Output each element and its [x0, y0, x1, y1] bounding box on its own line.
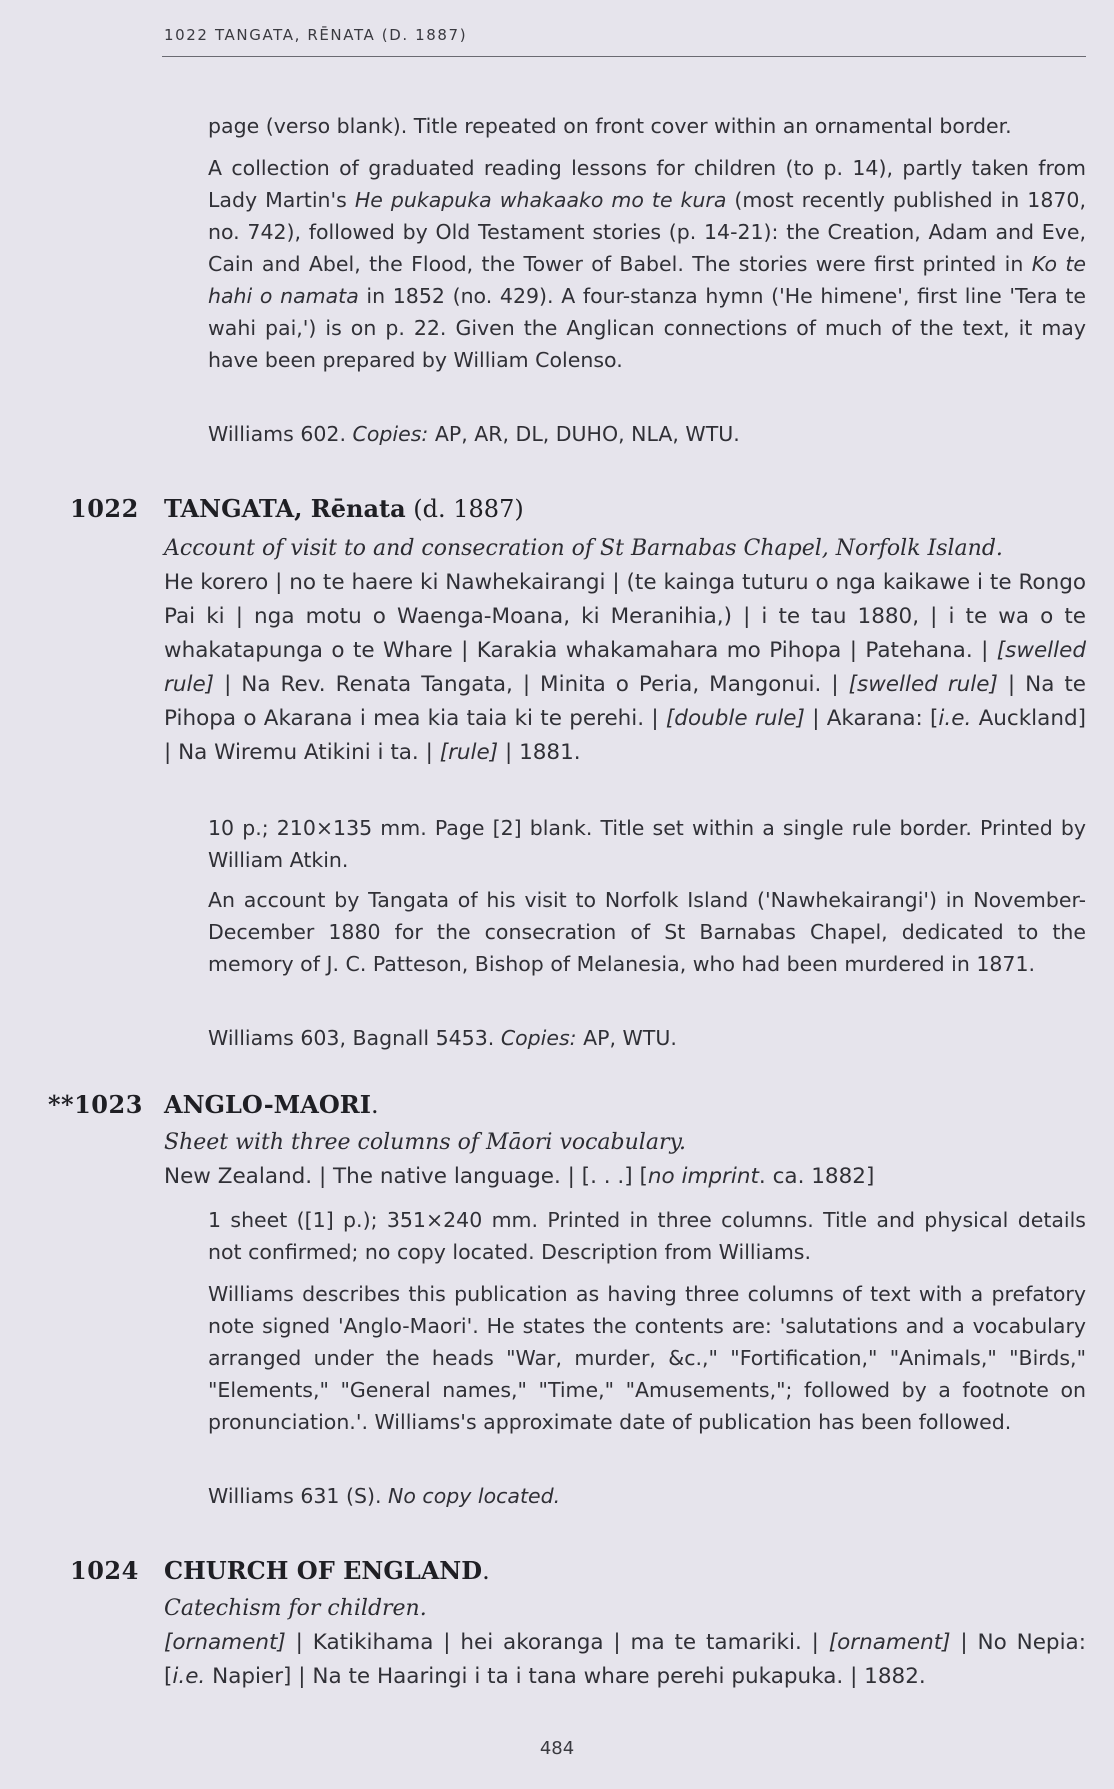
intro-para-c: (most recently published in 1870, no. 742), followed by Old Testament stories (p. 14-21): the Creation, Adam and Eve, Cain and Abel, the Flood, the Tower of Babel. The stories were first printed in [208, 188, 1086, 276]
t1022-11: | 1881. [505, 740, 581, 765]
entry-1024-author-suffix: . [482, 1557, 490, 1585]
entry-1023-copies-note: No copy located. [388, 1484, 561, 1508]
intro-line1: page (verso blank). Title repeated on front cover within an ornamental border. [208, 114, 1012, 138]
intro-para-b: He pukapuka whakaako mo te kura [354, 188, 727, 212]
entry-1023-author: ANGLO-MAORI [164, 1090, 371, 1119]
entry-1022-references [208, 1022, 1086, 1054]
intro-copies: AP, AR, DL, DUHO, NLA, WTU. [434, 422, 740, 446]
t1022-10: [rule] [439, 740, 499, 765]
entry-1024-subtitle: Catechism for children. [164, 1596, 427, 1621]
entry-1024-author: CHURCH OF ENGLAND [164, 1556, 483, 1585]
t1024-5: i.e. [172, 1664, 206, 1689]
t1022-2: [swelled rule] [164, 638, 1086, 697]
entry-1022-author: TANGATA, Rēnata [164, 494, 406, 523]
entry-1024-title-transcription [164, 1626, 1086, 1694]
t1022-4: [swelled rule] [848, 672, 998, 697]
entry-1024-heading [164, 1556, 490, 1585]
entry-1023-note: Williams describes this publication as having three columns of text with a prefatory note signed 'Anglo-Maori'. He states the contents are: 'salutations and a vocabulary arranged under the heads "War, murder, &c.," "Fortification," "Animals," "Birds," "Elements," "General names," "Time," "Amusements,"; followed by a footnote on pronunciation.'. Williams's approximate date of publication has been followed. [208, 1282, 1086, 1434]
intro-first-line [208, 110, 1086, 142]
t1022-3: | Na Rev. Renata Tangata, | Minita o Peria, Mangonui. | [224, 672, 839, 697]
t1024-4: | No Nepia: [ [164, 1630, 1086, 1689]
entry-1023-refs: Williams 631 (S). [208, 1484, 382, 1508]
t1022-9: Auckland] | Na Wiremu Atikini i ta. | [164, 706, 1086, 765]
t1023-2: no imprint [647, 1164, 759, 1189]
t1022-5: | Na te Pihopa o Akarana i mea kia taia ki te perehi. | [164, 672, 1087, 731]
entry-1023-physical: 1 sheet ([1] p.); 351×240 mm. Printed in three columns. Title and physical details not confirmed; no copy located. Description from Williams. [208, 1208, 1086, 1264]
entry-1022-title-transcription [164, 566, 1086, 770]
entry-1022-subtitle: Account of visit to and consecration of St Barnabas Chapel, Norfolk Island. [164, 536, 1003, 561]
entry-1024-number: 1024 [70, 1556, 139, 1585]
entry-1023-references [208, 1480, 1086, 1512]
entry-1022-number: 1022 [70, 494, 139, 523]
intro-paragraph [208, 152, 1086, 376]
intro-para-d: Ko te hahi o namata [208, 252, 1087, 308]
entry-1022-note: An account by Tangata of his visit to Norfolk Island ('Nawhekairangi') in November-December 1880 for the consecration of St Barnabas Chapel, dedicated to the memory of J. C. Patteson, Bishop of Melanesia, who had been murdered in 1871. [208, 888, 1086, 976]
t1022-7: | Akarana: [ [812, 706, 939, 731]
entry-1022-heading [164, 494, 524, 523]
intro-references [208, 418, 1086, 450]
intro-para-e: in 1852 (no. 429). A four-stanza hymn ('He himene', first line 'Tera te wahi pai,') is on p. 22. Given the Anglican connections of much of the text, it may have been prepared by William Colenso. [208, 284, 1086, 372]
entry-1022-copies: AP, WTU. [583, 1026, 677, 1050]
running-head: 1022 TANGATA, RĒNATA (D. 1887) [164, 26, 468, 44]
entry-1023-subtitle: Sheet with three columns of Māori vocabulary. [164, 1130, 686, 1155]
t1024-6: Napier] | Na te Haaringi i ta i tana whare perehi pukapuka. | 1882. [212, 1664, 926, 1689]
intro-copies-label: Copies: [352, 422, 429, 446]
entry-1022-refs: Williams 603, Bagnall 5453. [208, 1026, 495, 1050]
entry-1023-author-suffix: . [370, 1091, 379, 1119]
page-number: 484 [539, 1738, 575, 1759]
entry-1022-physical: 10 p.; 210×135 mm. Page [2] blank. Title set within a single rule border. Printed by William Atkin. [208, 816, 1086, 872]
intro-refs: Williams 602. [208, 422, 346, 446]
entry-1023-number: **1023 [48, 1090, 143, 1119]
t1023-3: . ca. 1882] [758, 1164, 875, 1189]
t1023-1: New Zealand. | The native language. | [. . .] [ [164, 1164, 648, 1189]
entry-1022-dates: (d. 1887) [413, 495, 524, 523]
t1024-3: [ornament] [828, 1630, 951, 1655]
t1022-6: [double rule] [665, 706, 805, 731]
t1022-8: i.e. [938, 706, 972, 731]
intro-para-a: A collection of graduated reading lessons for children (to p. 14), partly taken from Lady Martin's [208, 156, 1086, 212]
t1022-1: He korero | no te haere ki Nawhekairangi | (te kainga tuturu o nga kaikawe i te Rongo Pai ki | nga motu o Waenga-Moana, ki Meranihia,) | i te tau 1880, | i te wa o te whakatapunga o te Whare | Karakia whakamahara mo Pihopa | Patehana. | [164, 570, 1086, 663]
entry-1022-copies-label: Copies: [500, 1026, 577, 1050]
header-rule [162, 56, 1086, 57]
t1024-2: | Katikihama | hei akoranga | ma te tamariki. | [295, 1630, 819, 1655]
entry-1023-heading [164, 1090, 379, 1119]
t1024-1: [ornament] [164, 1630, 286, 1655]
entry-1023-title-transcription [164, 1160, 1086, 1194]
